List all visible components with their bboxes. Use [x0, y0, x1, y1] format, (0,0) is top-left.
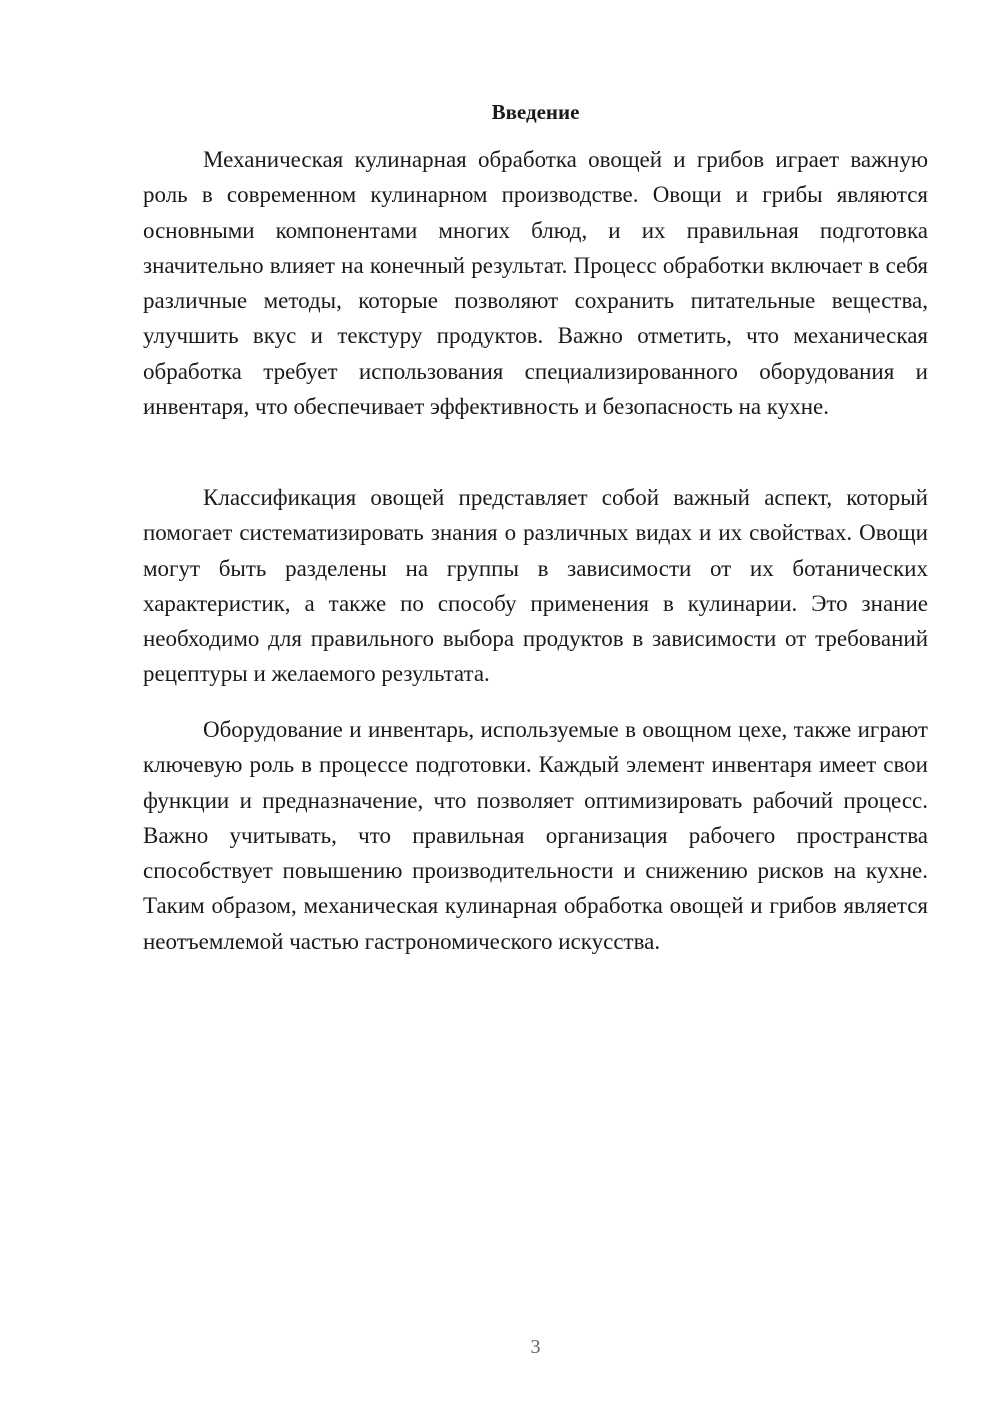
- paragraph-2: Классификация овощей представляет собой важный аспект, который помогает систематизировать знания о различных видах и их свойствах. Овощи могут быть разделены на группы в зависимости от их ботанических характеристик, а также по способу применения в кулинарии. Это знание необходимо для правильного выбора продуктов в зависимости от требований рецептуры и желаемого результата.: [143, 485, 928, 687]
- paragraph-3: Оборудование и инвентарь, используемые в овощном цехе, также играют ключевую роль в процессе подготовки. Каждый элемент инвентаря имеет свои функции и предназначение, что позволяет оптимизировать рабочий процесс. Важно учитывать, что правильная организация рабочего пространства способствует повышению производительности и снижению рисков на кухне. Таким образом, механическая кулинарная обработка овощей и грибов является неотъемлемой частью гастрономического искусства.: [143, 717, 928, 954]
- page-number: 3: [530, 1336, 541, 1358]
- section-heading: Введение: [491, 100, 580, 124]
- paragraph-1: Механическая кулинарная обработка овощей и грибов играет важную роль в современном кулинарном производстве. Овощи и грибы являются основными компонентами многих блюд, и их правильная подготовка значительно влияет на конечный результат. Процесс обработки включает в себя различные методы, которые позволяют сохранить питательные вещества, улучшить вкус и текстуру продуктов. Важно отметить, что механическая обработка требует использования специализированного оборудования и инвентаря, что обеспечивает эффективность и безопасность на кухне.: [143, 147, 928, 420]
